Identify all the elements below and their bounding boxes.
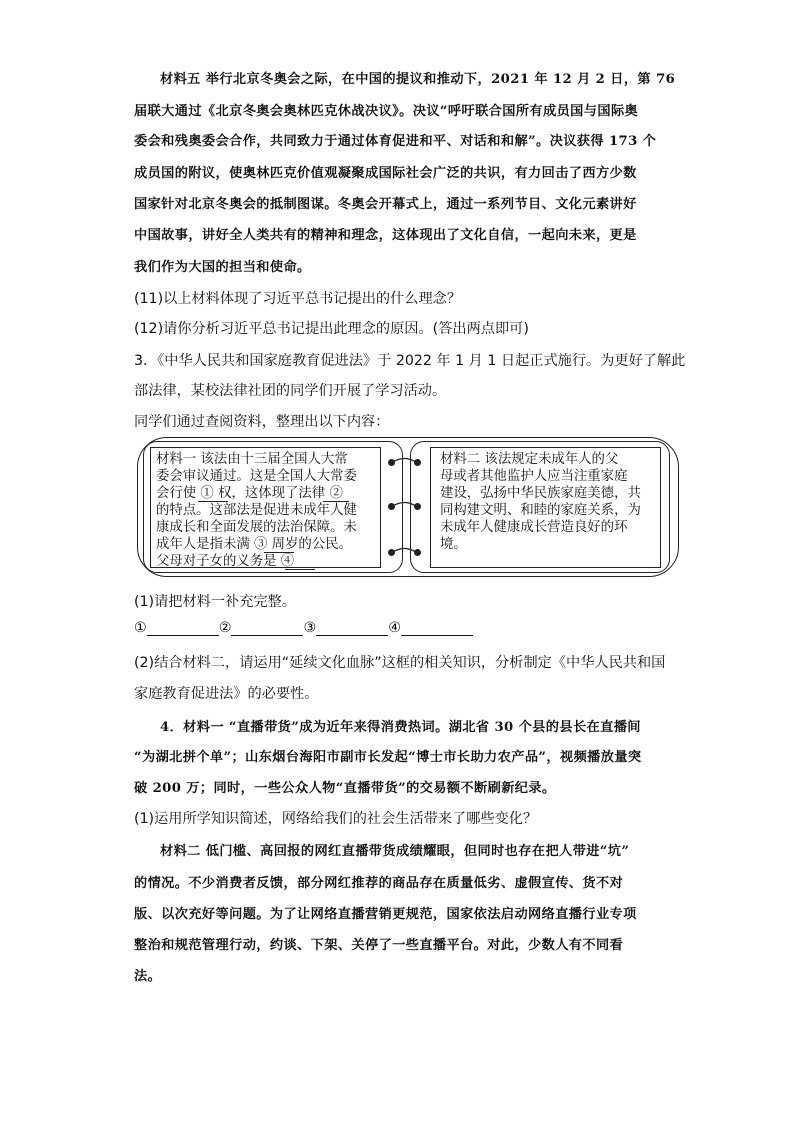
material-1-line-6: 成年人是指未满 ③ 周岁的公民。	[156, 537, 352, 552]
material5-line-2: 届联大通过《北京冬奥会奥林匹克休战决议》。决议“呼吁联合国所有成员国与国际奥	[134, 104, 639, 119]
material5-line-5: 国家针对北京冬奥会的抵制图谋。冬奥会开幕式上，通过一系列节目、文化元素讲好	[134, 197, 637, 212]
blank-label-2: ②	[218, 620, 232, 636]
material-2-line-4: 同构建文明、和睦的家庭关系，为	[440, 503, 641, 518]
blank-underline-3	[264, 552, 294, 553]
blank-underline-1	[198, 501, 228, 502]
binding-rings	[380, 450, 430, 570]
material-1-line-3: 会行使 ① 权，这体现了法律 ②	[156, 486, 343, 501]
material-2-line-6: 境。	[440, 537, 467, 552]
material2-line-1: 材料二 低门槛、高回报的网红直播带货成绩耀眼，但同时也存在把人带进“坑”	[160, 844, 630, 859]
material5-line-6: 中国故事，讲好全人类共有的精神和理念，这体现出了文化自信，一起向未来，更是	[134, 228, 637, 243]
blank-underline-2	[323, 501, 349, 502]
answer-blank-2[interactable]	[231, 621, 303, 636]
answer-blank-4[interactable]	[401, 621, 473, 636]
question-4-line-2: “为湖北拼个单”；山东烟台海阳市副市长发起“博士市长助力农产品”，视频播放量突	[134, 750, 642, 765]
material2-line-5: 法。	[134, 969, 162, 984]
question-3-line-2: 部法律，某校法律社团的同学们开展了学习活动。	[134, 383, 447, 399]
material-1-line-5: 康成长和全面发展的法治保障。未	[156, 520, 357, 535]
material2-line-2: 的情况。不少消费者反馈，部分网红推荐的商品存在质量低劣、虚假宣传、货不对	[134, 876, 624, 891]
question-12: (12)请你分析习近平总书记提出此理念的原因。(答出两点即可)	[134, 321, 529, 337]
blank-label-3: ③	[303, 620, 317, 636]
question-3-part-2-line-2: 家庭教育促进法》的必要性。	[134, 686, 319, 702]
material5-line-4: 成员国的附议，使奥林匹克价值观凝聚成国际社会广泛的共识，有力回击了西方少数	[134, 166, 637, 181]
answer-blanks-row	[134, 620, 473, 636]
question-3-line-1: 3．《中华人民共和国家庭教育促进法》于 2022 年 1 月 1 日起正式施行。为更好了解此	[134, 353, 686, 369]
material5-line-3: 委会和残奥委会合作，共同致力于通过体育促进和平、对话和和解”。决议获得 173 个	[134, 134, 657, 149]
material5-line-1: 材料五 举行北京冬奥会之际，在中国的提议和推动下，2021 年 12 月 2 日，第 76	[160, 72, 676, 87]
blank-underline-4	[285, 569, 315, 570]
blank-label-4: ④	[388, 620, 401, 636]
material-2-line-5: 未成年人健康成长营造良好的环	[440, 520, 628, 535]
answer-blank-1[interactable]	[147, 621, 219, 636]
material-1-line-7: 父母对子女的义务是 ④	[156, 554, 295, 569]
material-1-line-2: 委会审议通过。这是全国人大常委	[156, 469, 357, 484]
material-1-line-4: 的特点。这部法是促进未成年人健	[156, 503, 357, 518]
material2-line-3: 版、以次充好等问题。为了让网络直播营销更规范，国家依法启动网络直播行业专项	[134, 907, 637, 922]
question-4-line-1: 4．材料一 “直播带货”成为近年来得消费热词。湖北省 30 个县的县长在直播间	[160, 720, 641, 735]
question-3-line-3: 同学们通过查阅资料，整理出以下内容：	[134, 414, 390, 430]
material5-line-7: 我们作为大国的担当和使命。	[134, 260, 311, 275]
question-4-line-3: 破 200 万；同时，一些公众人物“直播带货”的交易额不断刷新纪录。	[134, 781, 556, 796]
blank-label-1: ①	[134, 620, 147, 636]
material-1-line-1: 材料一 该法由十三届全国人大常	[156, 452, 348, 467]
question-3-part-1: (1)请把材料一补充完整。	[134, 594, 296, 610]
material-2-line-3: 建设，弘扬中华民族家庭美德，共	[440, 486, 641, 501]
material2-line-4: 整治和规范管理行动，约谈、下架、关停了一些直播平台。对此，少数人有不同看	[134, 938, 624, 953]
material-2-line-1: 材料二 该法规定未成年人的父	[440, 452, 619, 467]
material-2-line-2: 母或者其他监护人应当注重家庭	[440, 469, 628, 484]
question-3-part-2-line-1: (2)结合材料二，请运用“延续文化血脉”这框的相关知识，分析制定《中华人民共和国	[134, 655, 666, 671]
question-11: (11)以上材料体现了习近平总书记提出的什么理念？	[134, 291, 462, 307]
answer-blank-3[interactable]	[316, 621, 388, 636]
question-4-part-1: (1)运用所学知识简述，网络给我们的社会生活带来了哪些变化？	[134, 811, 538, 827]
